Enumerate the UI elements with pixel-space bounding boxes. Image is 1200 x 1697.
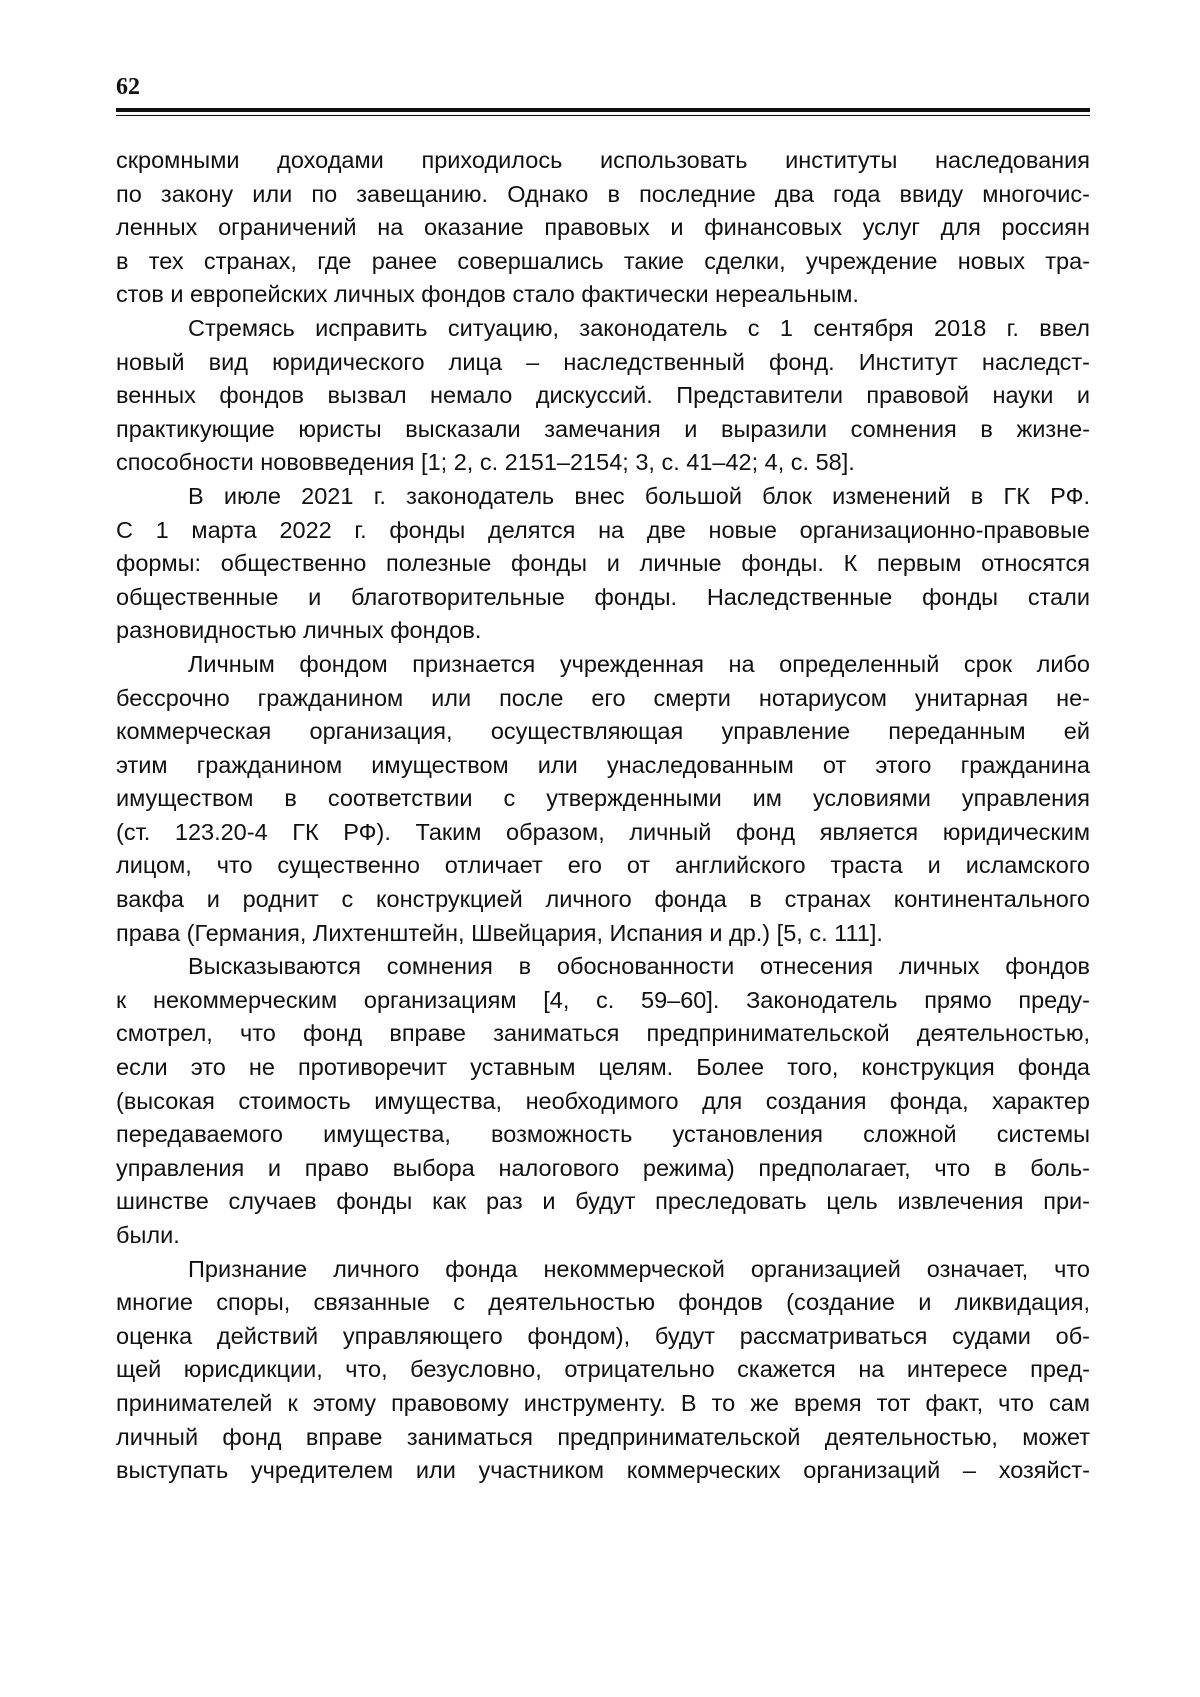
text-line: оценка действий управляющего фондом), будут рассматриваться судами об- (116, 1322, 1090, 1349)
text-line: стов и европейских личных фондов стало фактически нереальным. (116, 281, 859, 308)
text-line: бессрочно гражданином или после его смерти нотариусом унитарная не- (116, 684, 1090, 711)
paragraph (116, 950, 1090, 1252)
text-line: ленных ограничений на оказание правовых и финансовых услуг для россиян (116, 214, 1090, 241)
text-line: скромными доходами приходилось использовать институты наследования (116, 147, 1090, 173)
text-line: формы: общественно полезные фонды и личные фонды. К первым относятся (116, 550, 1090, 577)
paragraph (116, 1253, 1090, 1488)
text-line: по закону или по завещанию. Однако в последние два года ввиду многочис- (116, 180, 1090, 207)
text-line: шинстве случаев фонды как раз и будут преследовать цель извлечения при- (116, 1188, 1090, 1215)
text-line: практикующие юристы высказали замечания и выразили сомнения в жизне- (116, 415, 1090, 442)
header-rule (116, 108, 1090, 116)
text-line: Признание личного фонда некоммерческой организацией означает, что (188, 1255, 1090, 1282)
text-line: к некоммерческим организациям [4, с. 59–60]. Законодатель прямо преду- (116, 986, 1090, 1013)
paragraph (116, 312, 1090, 480)
text-line: права (Германия, Лихтенштейн, Швейцария, Испания и др.) [5, с. 111]. (116, 919, 883, 946)
text-line: если это не противоречит уставным целям. Более того, конструкция фонда (116, 1054, 1090, 1081)
text-line: С 1 марта 2022 г. фонды делятся на две новые организационно-правовые (116, 516, 1090, 543)
paragraph (116, 648, 1090, 950)
text-line: общественные и благотворительные фонды. Наследственные фонды стали (116, 583, 1090, 610)
text-line: венных фондов вызвал немало дискуссий. Представители правовой науки и (116, 382, 1090, 409)
text-line: способности нововведения [1; 2, с. 2151–2154; 3, с. 41–42; 4, с. 58]. (116, 449, 855, 476)
text-line: щей юрисдикции, что, безусловно, отрицательно скажется на интересе пред- (116, 1356, 1090, 1383)
text-line: в тех странах, где ранее совершались такие сделки, учреждение новых тра- (116, 247, 1090, 274)
text-line: принимателей к этому правовому инструменту. В то же время тот факт, что сам (116, 1389, 1090, 1416)
text-line: новый вид юридического лица – наследственный фонд. Институт наследст- (116, 348, 1090, 375)
text-line: Личным фондом признается учрежденная на определенный срок либо (188, 650, 1090, 677)
text-line: В июле 2021 г. законодатель внес большой блок изменений в ГК РФ. (188, 482, 1090, 509)
text-line: были. (116, 1222, 180, 1248)
text-line: смотрел, что фонд вправе заниматься предпринимательской деятельностью, (116, 1020, 1090, 1047)
text-line: управления и право выбора налогового режима) предполагает, что в боль- (116, 1154, 1090, 1181)
text-line: многие споры, связанные с деятельностью фондов (создание и ликвидация, (116, 1289, 1090, 1316)
text-line: выступать учредителем или участником коммерческих организаций – хозяйст- (116, 1457, 1090, 1484)
text-line: этим гражданином имуществом или унаследованным от этого гражданина (116, 751, 1090, 778)
text-line: Высказываются сомнения в обоснованности отнесения личных фондов (188, 953, 1090, 980)
text-line: (высокая стоимость имущества, необходимого для создания фонда, характер (116, 1087, 1090, 1114)
body-text (116, 144, 1090, 1488)
text-line: передаваемого имущества, возможность установления сложной системы (116, 1121, 1090, 1148)
text-line: разновидностью личных фондов. (116, 617, 482, 644)
paragraph (116, 480, 1090, 648)
text-line: Стремясь исправить ситуацию, законодатель с 1 сентября 2018 г. ввел (188, 314, 1090, 341)
text-line: коммерческая организация, осуществляющая управление переданным ей (116, 718, 1090, 745)
paragraph (116, 144, 1090, 312)
text-line: (ст. 123.20-4 ГК РФ). Таким образом, личный фонд является юридическим (116, 818, 1090, 845)
text-line: имуществом в соответствии с утвержденными им условиями управления (116, 785, 1090, 812)
text-line: вакфа и роднит с конструкцией личного фонда в странах континентального (116, 886, 1090, 913)
page-number: 62 (116, 74, 140, 100)
text-line: личный фонд вправе заниматься предпринимательской деятельностью, может (116, 1423, 1090, 1450)
text-line: лицом, что существенно отличает его от английского траста и исламского (116, 852, 1090, 879)
